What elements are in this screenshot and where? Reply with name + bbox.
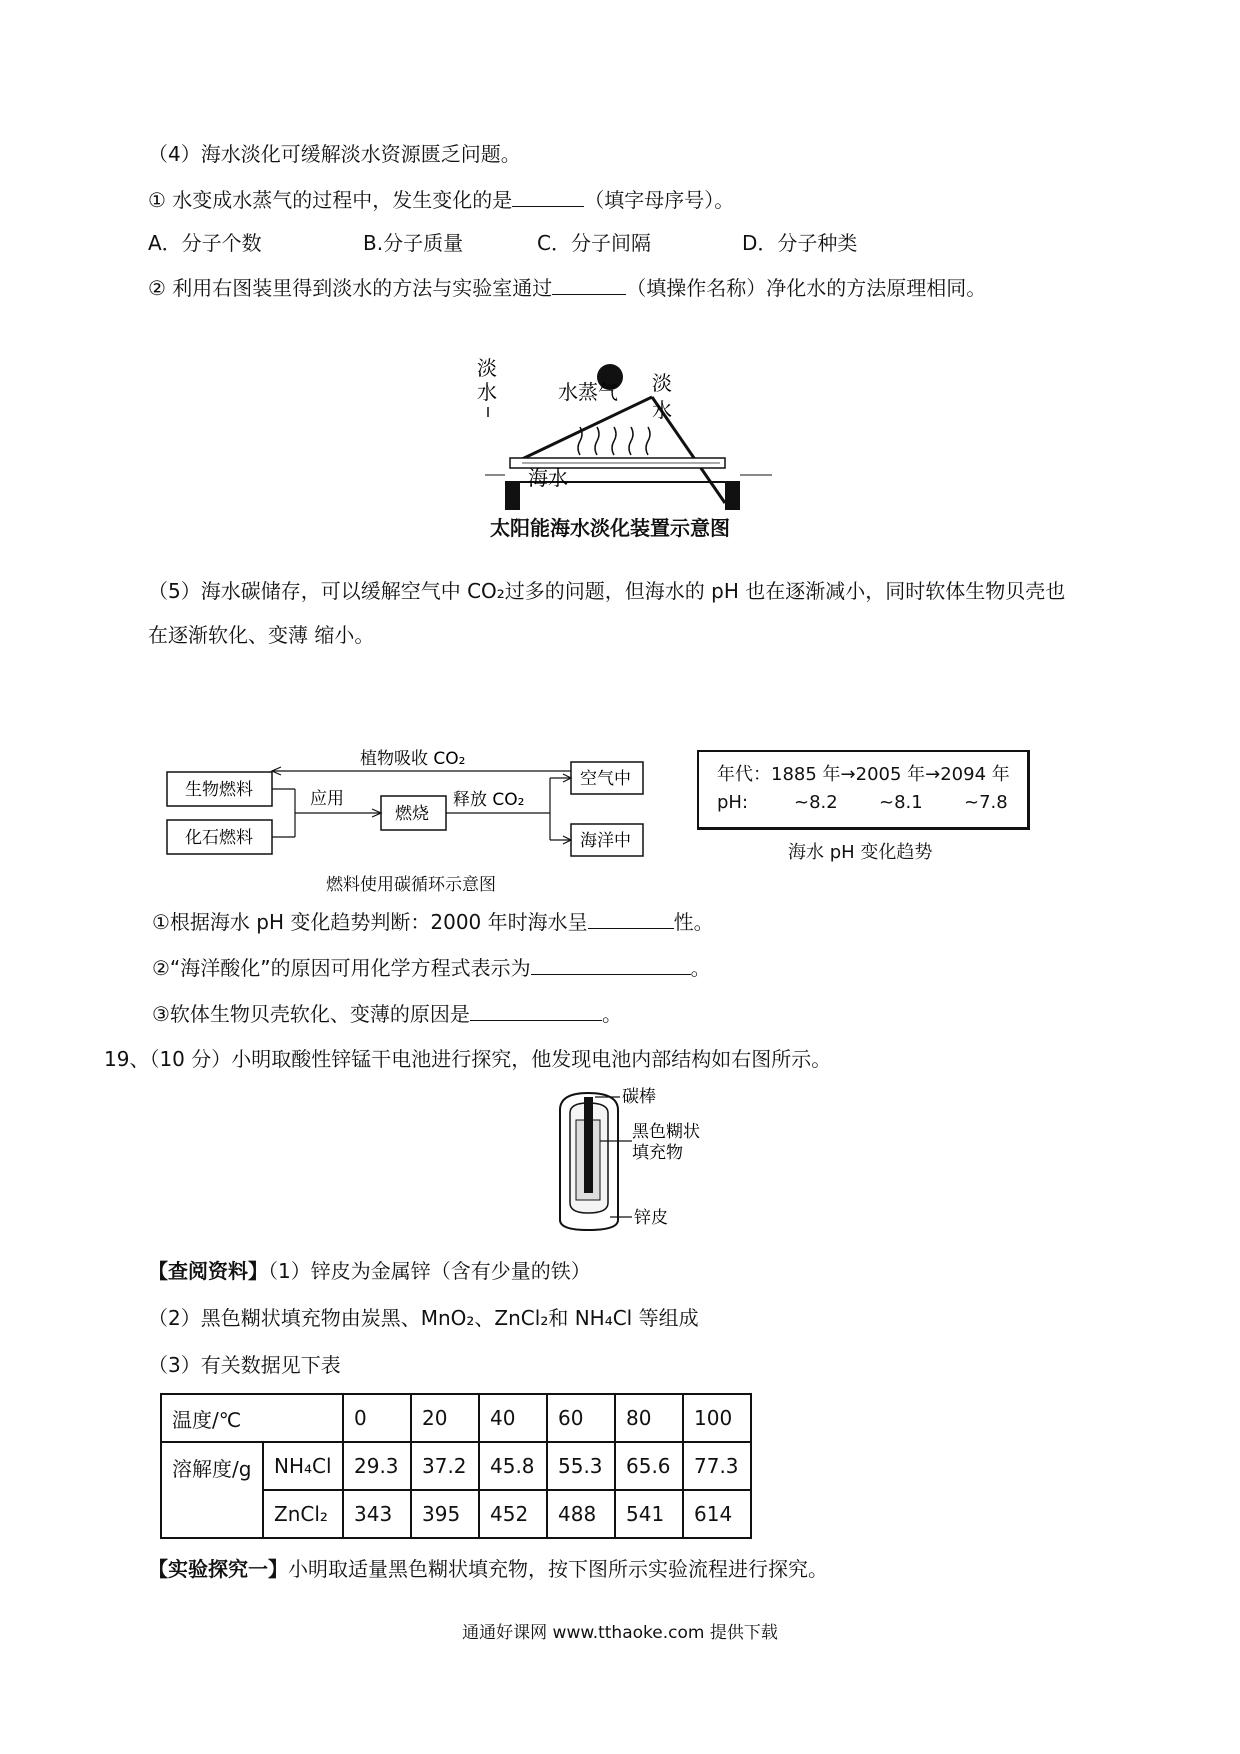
table-cell: 614 [683, 1490, 751, 1538]
row-name-nh4cl: NH₄Cl [263, 1442, 343, 1490]
solar-desalination-diagram [477, 355, 780, 515]
label-fresh-water-left-2: 水 [477, 380, 497, 404]
experiment-text: 小明取适量黑色糊状填充物，按下图所示实验流程进行探究。 [288, 1557, 828, 1581]
label-plant-absorb: 植物吸收 CO₂ [360, 749, 466, 769]
ph-value-2005: ~8.1 [879, 792, 923, 813]
table-cell: 80 [615, 1394, 683, 1442]
label-burn: 燃烧 [395, 804, 429, 824]
answer-blank[interactable] [531, 954, 691, 975]
table-cell: 60 [547, 1394, 615, 1442]
row-name-zncl2: ZnCl₂ [263, 1490, 343, 1538]
experiment-line [148, 1556, 828, 1582]
q5-sub1-text: ①根据海水 pH 变化趋势判断：2000 年时海水呈 [152, 910, 588, 934]
ph-label: pH: [717, 792, 749, 813]
table-cell: 37.2 [411, 1442, 479, 1490]
experiment-title: 【实验探究一】 [148, 1557, 288, 1581]
label-release-co2: 释放 CO₂ [453, 790, 525, 810]
q4-sub2-tail: （填操作名称）净化水的方法原理相同。 [626, 276, 987, 300]
table-cell: 541 [615, 1490, 683, 1538]
carbon-cycle-diagram [165, 748, 665, 873]
q4-intro: （4）海水淡化可缓解淡水资源匮乏问题。 [148, 142, 521, 166]
label-black-filler: 黑色糊状 [632, 1122, 700, 1142]
table-cell: 45.8 [479, 1442, 547, 1490]
q4-sub1 [148, 186, 734, 213]
ref-1: （1）锌皮为金属锌（含有少量的铁） [268, 1259, 591, 1283]
label-seawater: 海水 [528, 466, 568, 490]
table-row [161, 1442, 751, 1490]
table-row [161, 1394, 751, 1442]
table-cell: 77.3 [683, 1442, 751, 1490]
q19-header [104, 1046, 831, 1072]
ph-trend-box [697, 750, 1030, 830]
label-black-filler-2: 填充物 [632, 1143, 683, 1163]
answer-blank[interactable] [470, 1000, 602, 1021]
page-footer: 通通好课网 www.tthaoke.com 提供下载 [462, 1623, 778, 1643]
label-fresh-water-left: 淡 [477, 356, 497, 380]
option-a: A．分子个数 [148, 231, 262, 255]
q5-sub2-tail: 。 [690, 956, 711, 980]
label-fresh-water-right: 淡 [652, 371, 672, 395]
carbon-cycle-caption: 燃料使用碳循环示意图 [326, 875, 496, 895]
label-apply: 应用 [310, 789, 344, 809]
ref-2: （2）黑色糊状填充物由炭黑、MnO₂、ZnCl₂和 NH₄Cl 等组成 [148, 1306, 699, 1330]
label-zinc-shell: 锌皮 [634, 1208, 668, 1228]
table-cell: 20 [411, 1394, 479, 1442]
solubility-header: 溶解度/g [161, 1442, 263, 1538]
table-cell: 343 [343, 1490, 411, 1538]
q19-intro: （10 分）小明取酸性锌锰干电池进行探究，他发现电池内部结构如右图所示。 [149, 1047, 832, 1071]
q4-sub2 [148, 274, 986, 301]
label-water-vapor: 水蒸气 [558, 380, 618, 404]
q4-sub1-tail: （填字母序号）。 [584, 188, 735, 212]
table-cell: 29.3 [343, 1442, 411, 1490]
answer-blank[interactable] [552, 274, 626, 295]
table-cell: 0 [343, 1394, 411, 1442]
table-cell: 100 [683, 1394, 751, 1442]
option-b: B.分子质量 [363, 231, 464, 255]
q5-sub3-text: ③软体生物贝壳软化、变薄的原因是 [152, 1002, 470, 1026]
battery-diagram [550, 1085, 740, 1235]
desalination-caption: 太阳能海水淡化装置示意图 [490, 516, 730, 540]
table-cell: 55.3 [547, 1442, 615, 1490]
ref-title: 【查阅资料】 [148, 1259, 268, 1283]
table-cell: 395 [411, 1490, 479, 1538]
table-cell: 65.6 [615, 1442, 683, 1490]
option-d: D．分子种类 [742, 231, 858, 255]
ph-value-1885: ~8.2 [794, 792, 838, 813]
q5-line1: （5）海水碳储存，可以缓解空气中 CO₂过多的问题，但海水的 pH 也在逐渐减小，同时软体生物贝壳也 [148, 579, 1066, 603]
label-carbon-rod: 碳棒 [622, 1087, 656, 1107]
answer-blank[interactable] [588, 908, 674, 929]
label-air: 空气中 [580, 769, 631, 789]
table-cell: 488 [547, 1490, 615, 1538]
answer-blank[interactable] [512, 186, 584, 207]
vapor-arrows [578, 427, 650, 455]
ref-3: （3）有关数据见下表 [148, 1353, 341, 1377]
label-bio-fuel: 生物燃料 [185, 780, 253, 800]
q4-sub1-text: ① 水变成水蒸气的过程中，发生变化的是 [148, 188, 513, 212]
q4-sub2-text: ② 利用右图装里得到淡水的方法与实验室通过 [148, 276, 553, 300]
q5-sub3-tail: 。 [601, 1002, 622, 1026]
table-cell: 452 [479, 1490, 547, 1538]
label-fresh-water-right-2: 水 [652, 398, 672, 422]
q5-line2: 在逐渐软化、变薄 缩小。 [148, 623, 375, 647]
ph-trend-caption: 海水 pH 变化趋势 [788, 842, 933, 863]
q5-sub3 [152, 1000, 622, 1027]
q19-number: 19、 [104, 1047, 150, 1071]
carbon-rod [584, 1097, 593, 1193]
q5-sub2 [152, 954, 711, 981]
option-c: C．分子间隔 [537, 231, 651, 255]
table-cell: 40 [479, 1394, 547, 1442]
ph-years: 1885 年→2005 年→2094 年 [771, 764, 1010, 785]
label-ocean: 海洋中 [580, 831, 631, 851]
ref-line-1 [148, 1258, 591, 1284]
ph-value-2094: ~7.8 [964, 792, 1008, 813]
temp-header: 温度/℃ [161, 1394, 343, 1442]
q5-sub1-tail: 性。 [673, 910, 714, 934]
solubility-table [160, 1393, 752, 1539]
q5-sub2-text: ②“海洋酸化”的原因可用化学方程式表示为 [152, 956, 531, 980]
q5-sub1 [152, 908, 714, 935]
ph-years-label: 年代： [717, 764, 771, 785]
label-fossil-fuel: 化石燃料 [185, 828, 253, 848]
